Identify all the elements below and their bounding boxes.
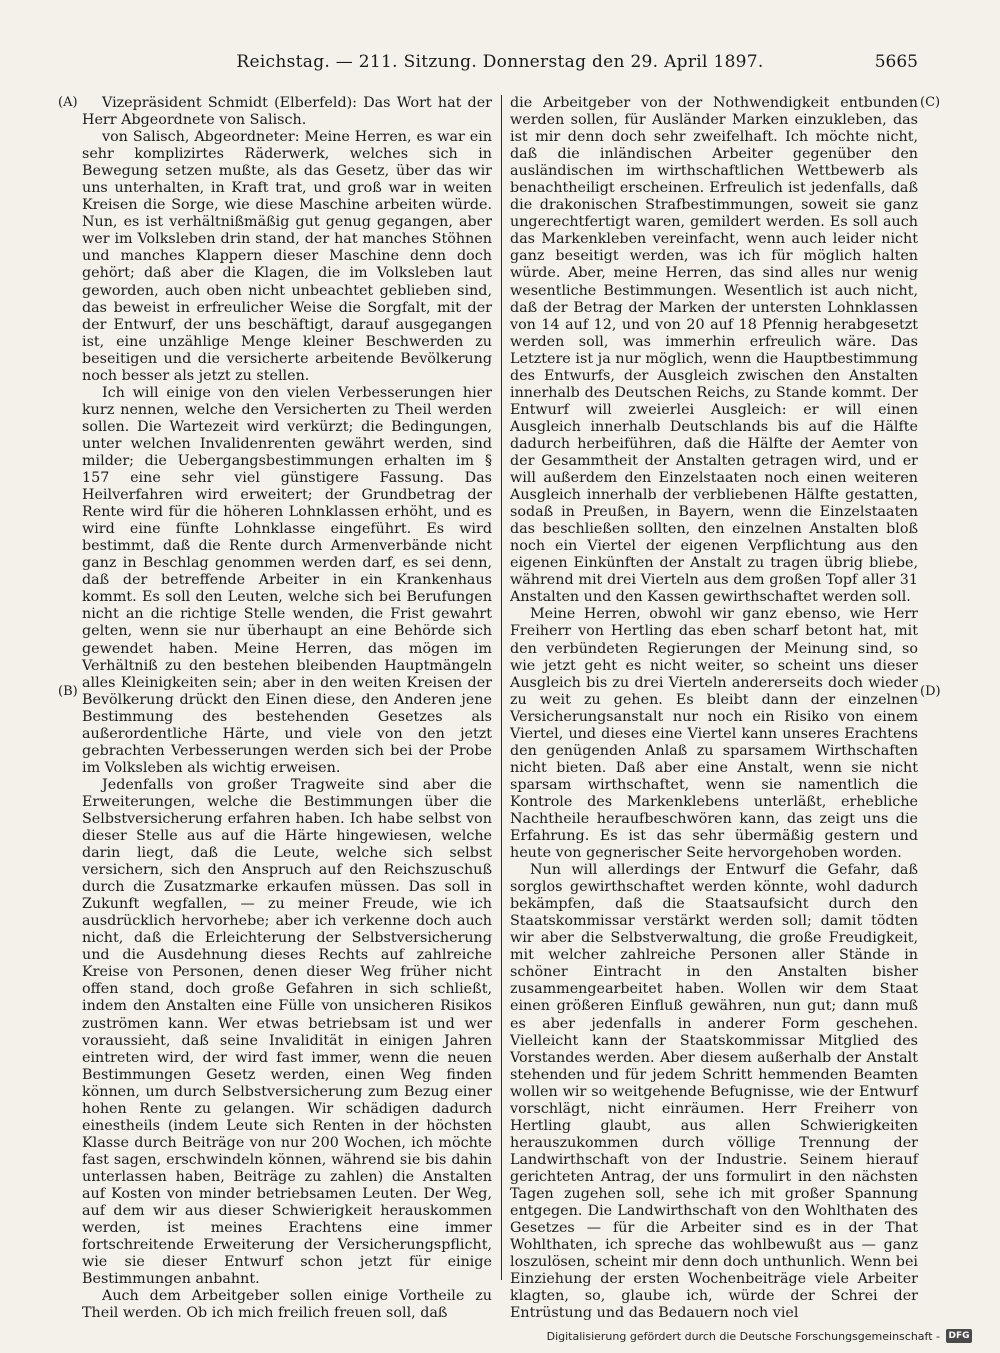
footer-text: Digitalisierung gefördert durch die Deutsche Forschungsgemeinschaft - <box>546 1329 940 1343</box>
paragraph: die Arbeitgeber von der Nothwendigkeit entbunden werden sollen, für Ausländer Marken einzukleben, das ist mir denn doch sehr zweifelhaft. Ich möchte nicht, daß die inländischen Arbeiter gegenüber den ausländischen im wirthschaftlichen Wettbewerb als benachtheiligt erscheinen. Erfreulich ist jedenfalls, daß die drakonischen Strafbestimmungen, soweit sie ganz ungerechtfertigt waren, gemildert werden. Es soll auch das Markenkleben vereinfacht, wenn auch leider nicht ganz beseitigt werden, was ich für möglich halten würde. Aber, meine Herren, das sind alles nur wenig wesentliche Bestimmungen. Wesentlich ist auch nicht, daß der Betrag der Marken der untersten Lohnklassen von 14 auf 12, und von 20 auf 18 Pfennig herabgesetzt werden soll, was immerhin erfreulich wäre. Das Letztere ist ja nur möglich, wenn die Hauptbestimmung des Entwurfs, der Ausgleich zwischen den Anstalten innerhalb des Deutschen Reichs, zu Stande kommt. Der Entwurf will zweierlei Ausgleich: er will einen Ausgleich innerhalb Deutschlands bis auf die Hälfte dadurch herbeiführen, daß die Hälfte der Aemter von der Gesammtheit der Anstalten getragen wird, und er will außerdem den Einzelstaaten noch einen weiteren Ausgleich innerhalb der verbliebenen Hälfte gestatten, sodaß in Preußen, in Bayern, wenn die Einzelstaaten das beschließen sollten, den einzelnen Anstalten bloß noch ein Viertel der eigenen Verpflichtung aus den eigenen Einkünften der Anstalt zu tragen übrig bliebe, während mit drei Vierteln aus dem großen Topf aller 31 Anstalten und den Kassen gewirthschaftet werden soll. <box>510 95 918 606</box>
page-footer <box>547 1329 972 1343</box>
paragraph: Auch dem Arbeitgeber sollen einige Vortheile zu Theil werden. Ob ich mich freilich freuen soll, daß <box>82 1288 492 1322</box>
column-divider <box>501 95 502 1280</box>
margin-mark-d: (D) <box>920 684 941 699</box>
page-number: 5665 <box>874 52 918 72</box>
paragraph: Jedenfalls von großer Tragweite sind aber die Erweiterungen, welche die Bestimmungen über die Selbstversicherung erfahren haben. Ich habe selbst von dieser Stelle aus auf die Härte hingewiesen, welche darin liegt, daß die Leute, welche sich selbst versichern, sich den Anspruch auf den Reichszuschuß durch die Zusatzmarke erkaufen müssen. Das soll in Zukunft wegfallen, — zu meiner Freude, wie ich ausdrücklich hervorhebe; aber ich verkenne doch auch nicht, daß die Erleichterung der Selbstversicherung und die Ausdehnung dieses Rechts auf zahlreiche Kreise von Personen, denen dieser Weg früher nicht offen stand, doch große Gefahren in sich schließt, indem den Anstalten eine Fülle von unsicheren Risikos zuströmen kann. Wer etwas betriebsam ist und wer voraussieht, daß seine Invalidität in einigen Jahren eintreten wird, der wird fast immer, wenn die neuen Bestimmungen Gesetz werden, einen Weg finden können, um durch Selbstversicherung zum Bezug einer hohen Rente zu gelangen. Wir schädigen dadurch einestheils (indem Leute sich Renten in der höchsten Klasse durch Beiträge von nur 200 Wochen, ich möchte fast sagen, erschwindeln können, während sie bis dahin unterlassen haben, Beiträge zu zahlen) die Anstalten auf Kosten von minder betriebsamen Leuten. Der Weg, auf dem wir aus dieser Schwierigkeit herauskommen werden, ist meines Erachtens eine immer fortschreitende Erweiterung der Versicherungspflicht, wie sie dieser Entwurf schon jetzt für einige Bestimmungen anbahnt. <box>82 776 492 1288</box>
margin-mark-c: (C) <box>920 95 941 110</box>
left-column <box>82 95 492 1322</box>
right-column <box>510 95 918 1322</box>
page-header <box>0 50 1000 80</box>
paragraph: Nun will allerdings der Entwurf die Gefahr, daß sorglos gewirthschaftet werden könnte, wohl dadurch bekämpfen, daß die Staatsaufsicht durch den Staatskommissar verstärkt werden soll; damit tödten wir aber die Selbstverwaltung, die große Freudigkeit, mit welcher zahlreiche Personen aller Stände in schöner Eintracht in den Anstalten bisher zusammengearbeitet haben. Wollen wir dem Staat einen größeren Einfluß gewähren, nun gut; dann muß es aber jedenfalls in anderer Form geschehen. Vielleicht kann der Staatskommissar Mitglied des Vorstandes werden. Aber diesem außerhalb der Anstalt stehenden und für jedem Schritt hemmenden Beamten wollen wir so weitgehende Befugnisse, wie der Entwurf vorschlägt, nicht einräumen. Herr Freiherr von Hertling glaubt, aus allen Schwierigkeiten herauszukommen durch völlige Trennung der Landwirthschaft von der Industrie. Seinem hierauf gerichteten Antrag, der uns formulirt in den nächsten Tagen zugehen soll, sehe ich mit großer Spannung entgegen. Die Landwirthschaft von den Wohlthaten des Gesetzes — für die Arbeiter sind es in der That Wohlthaten, ich spreche das wohlbewußt aus — ganz loszulösen, scheint mir denn doch unthunlich. Wenn bei Einziehung der ersten Wochenbeiträge viele Arbeiter klagten, so, glaube ich, würde der Schrei der Entrüstung und das Bedauern noch viel <box>510 862 918 1322</box>
paragraph: Ich will einige von den vielen Verbesserungen hier kurz nennen, welche den Versicherten zu Theil werden sollen. Die Wartezeit wird verkürzt; die Bedingungen, unter welchen Invalidenrenten gewährt werden, sind milder; die Uebergangsbestimmungen erhalten im § 157 eine sehr viel günstigere Fassung. Das Heilverfahren wird erweitert; der Grundbetrag der Rente wird für die höheren Lohnklassen erhöht, und es wird eine fünfte Lohnklasse eingeführt. Es wird bestimmt, daß die Rente durch Armenverbände nicht ganz in Beschlag genommen werden darf, es sei denn, daß der betreffende Arbeiter in ein Krankenhaus kommt. Es soll den Leuten, welche sich bei Berufungen nicht an die richtige Stelle wenden, die Frist gewahrt gelten, wenn sie nur überhaupt an eine Behörde sich gewendet haben. Meine Herren, das mögen im Verhältniß zu den bestehen bleibenden Hauptmängeln alles Kleinigkeiten sein; aber in den weiten Kreisen der Bevölkerung drückt den Einen diese, den Anderen jene Bestimmung des bestehenden Gesetzes als außerordentliche Härte, und viele von den jetzt gebrachten Verbesserungen werden sich bei der Probe im Volksleben als wichtig erweisen. <box>82 384 492 776</box>
paragraph: von Salisch, Abgeordneter: Meine Herren, es war ein sehr komplizirtes Räderwerk, welches sich in Bewegung setzen mußte, als das Gesetz, über das wir uns unterhalten, in Kraft trat, und groß war in weiten Kreisen die Sorge, wie diese Maschine arbeiten würde. Nun, es ist verhältnißmäßig gut genug gegangen, aber wer im Volksleben drin stand, der hat manches Stöhnen und manches Klappern dieser Maschine denn doch gehört; daß aber die Klagen, die im Volksleben laut geworden, auch oben nicht unbeachtet geblieben sind, das beweist in erfreulicher Weise die Sorgfalt, mit der der Entwurf, der uns beschäftigt, darauf ausgegangen ist, eine unzählige Menge kleiner Beschwerden zu beseitigen und die versicherte arbeitende Bevölkerung noch besser als jetzt zu stellen. <box>82 129 492 384</box>
margin-mark-a: (A) <box>58 95 78 110</box>
running-title: Reichstag. — 211. Sitzung. Donnerstag den 29. April 1897. <box>236 52 764 72</box>
paragraph: Meine Herren, obwohl wir ganz ebenso, wie Herr Freiherr von Hertling das eben scharf betont hat, mit den verbündeten Regierungen der Meinung sind, so wie jetzt geht es nicht weiter, so scheint uns dieser Ausgleich bis zu drei Vierteln andererseits doch wieder zu weit zu gehen. Es bleibt dann der einzelnen Versicherungsanstalt nur noch ein Risiko von einem Viertel, und dieses eine Viertel kann unseres Erachtens den genügenden Anlaß zu sparsamem Wirthschaften nicht bieten. Daß aber eine Anstalt, wenn sie nicht sparsam wirthschaftet, wenn sie namentlich die Kontrole des Markenklebens unterläßt, erhebliche Nachtheile heraufbeschwören kann, das zeigt uns die Erfahrung. Es ist das sehr übermäßig gestern und heute von gegnerischer Seite hervorgehoben worden. <box>510 606 918 862</box>
paragraph: Vizepräsident Schmidt (Elberfeld): Das Wort hat der Herr Abgeordnete von Salisch. <box>82 95 492 129</box>
dfg-logo-icon: DFG <box>946 1329 972 1343</box>
margin-mark-b: (B) <box>58 684 78 699</box>
